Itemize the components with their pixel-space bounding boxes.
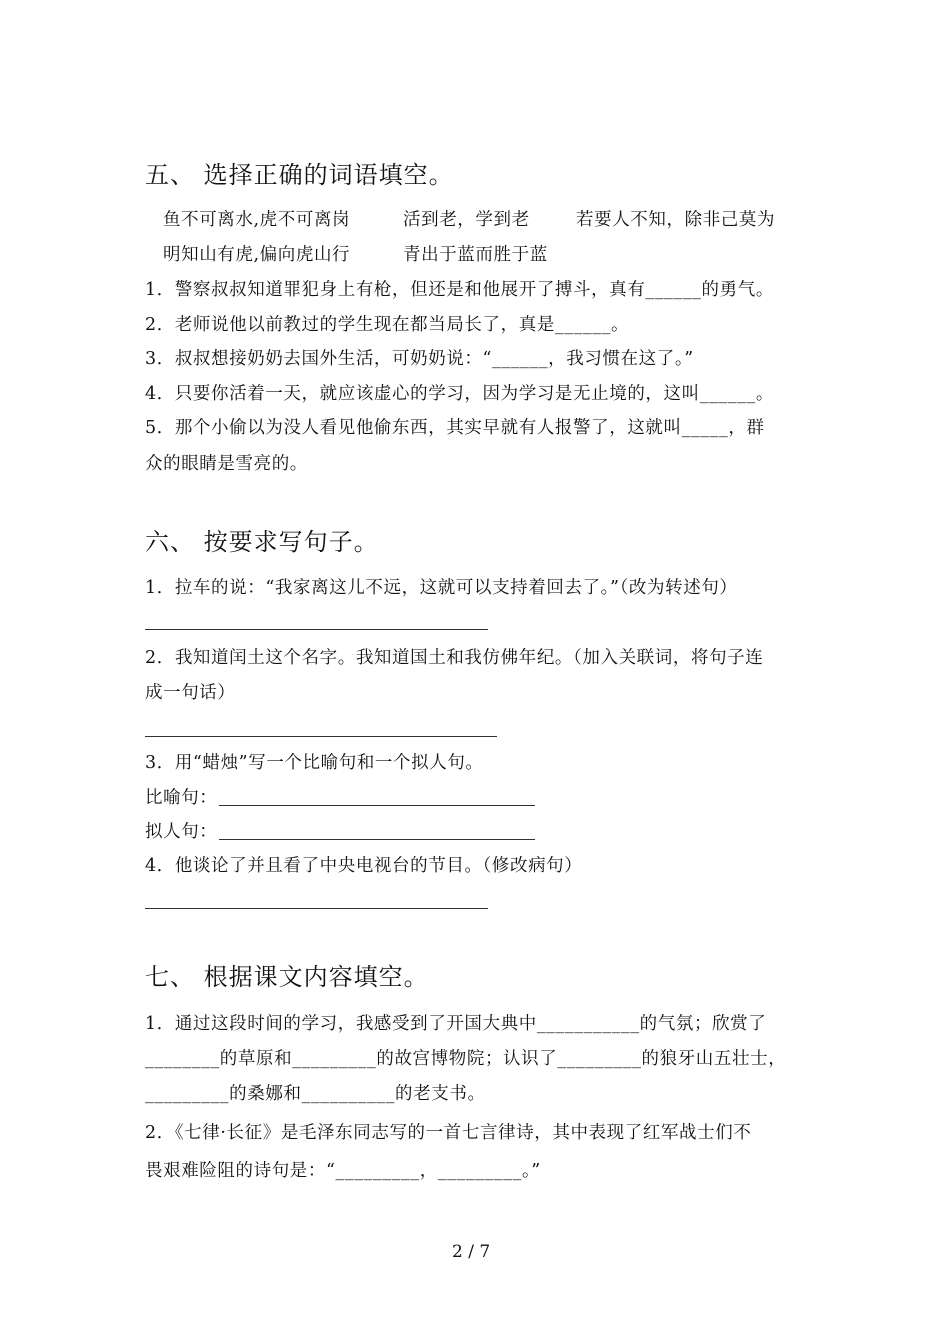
- question-text: 2．《七律·长征》是毛泽东同志写的一首七言律诗，其中表现了红军战士们不: [145, 1123, 752, 1143]
- question-text: 2．我知道闰土这个名字。我知道国土和我仿佛年纪。（加入关联词，将句子连: [145, 648, 764, 668]
- section-7-heading: 七、 根据课文内容填空。: [145, 963, 429, 991]
- page-number: 2 / 7: [452, 1242, 491, 1262]
- question-text: 3．叔叔想接奶奶去国外生活，可奶奶说：“______，我习惯在这了。”: [145, 349, 694, 369]
- idiom-option: 明知山有虎,偏向虎山行: [163, 245, 351, 265]
- question-text: 1．警察叔叔知道罪犯身上有枪，但还是和他展开了搏斗，真有______的勇气。: [145, 280, 774, 300]
- question-text: 3．用“蜡烛”写一个比喻句和一个拟人句。: [145, 753, 484, 773]
- metaphor-answer-line[interactable]: [219, 805, 535, 806]
- question-text: 1．拉车的说：“我家离这儿不远，这就可以支持着回去了。”（改为转述句）: [145, 578, 738, 598]
- question-text: 4．他谈论了并且看了中央电视台的节目。（修改病句）: [145, 856, 583, 876]
- answer-line[interactable]: [145, 736, 497, 737]
- question-text: 众的眼睛是雪亮的。: [145, 454, 308, 474]
- answer-line[interactable]: [145, 908, 488, 909]
- idiom-option: 青出于蓝而胜于蓝: [403, 245, 548, 265]
- idiom-option: 若要人不知，除非己莫为: [576, 210, 776, 230]
- question-text: 4．只要你活着一天，就应该虚心的学习，因为学习是无止境的，这叫______。: [145, 384, 774, 404]
- section-5-heading: 五、 选择正确的词语填空。: [145, 161, 454, 189]
- question-text: ________的草原和_________的故宫博物院；认识了_________的狼牙山五壮士，: [145, 1049, 787, 1069]
- question-text: 成一句话）: [145, 683, 236, 703]
- question-text: _________的桑娜和__________的老支书。: [145, 1084, 486, 1104]
- metaphor-label: 比喻句：: [145, 788, 218, 808]
- question-text: 1．通过这段时间的学习，我感受到了开国大典中___________的气氛；欣赏了: [145, 1014, 767, 1034]
- idiom-option: 鱼不可离水,虎不可离岗: [163, 210, 351, 230]
- question-text: 5．那个小偷以为没人看见他偷东西，其实早就有人报警了，这就叫_____，群: [145, 418, 765, 438]
- section-6-heading: 六、 按要求写句子。: [145, 528, 379, 556]
- question-text: 畏艰难险阻的诗句是：“_________，_________。”: [145, 1161, 541, 1181]
- idiom-option: 活到老，学到老: [403, 210, 530, 230]
- personification-label: 拟人句：: [145, 822, 218, 842]
- question-text: 2．老师说他以前教过的学生现在都当局长了，真是______。: [145, 315, 630, 335]
- answer-line[interactable]: [145, 629, 488, 630]
- personification-answer-line[interactable]: [219, 839, 535, 840]
